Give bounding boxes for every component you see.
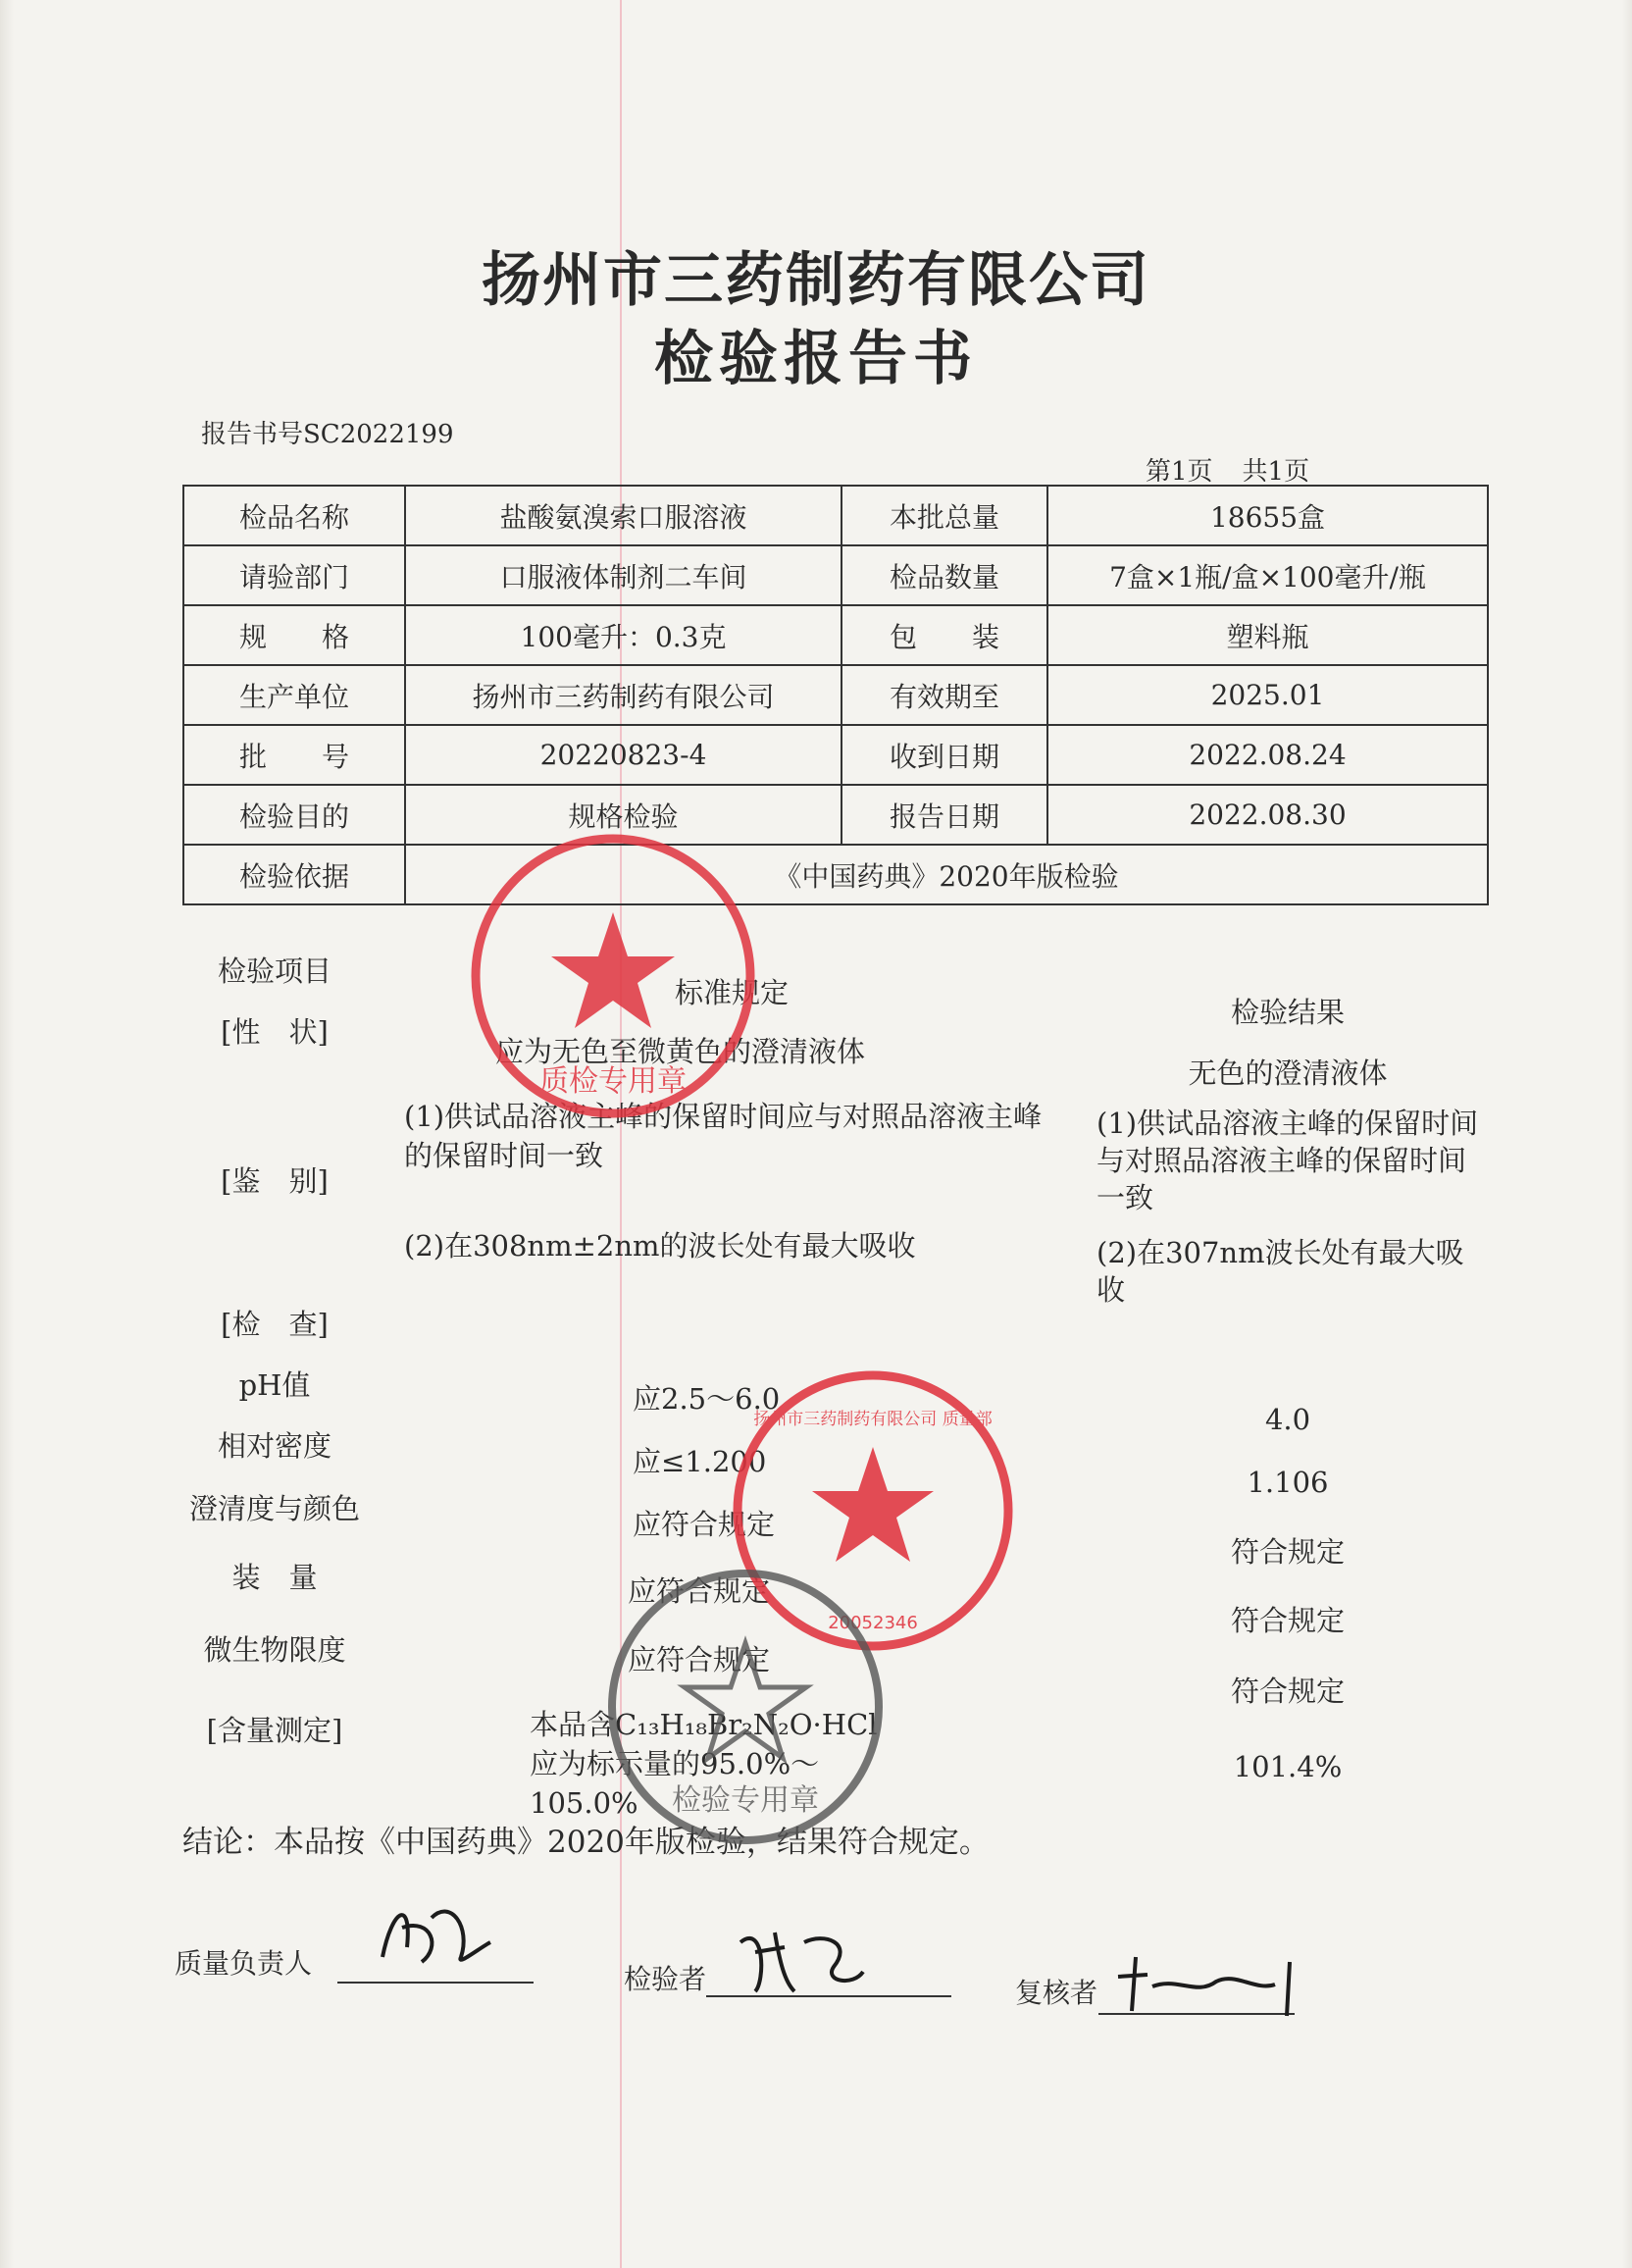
- expiry-label: 有效期至: [842, 665, 1047, 725]
- batch-no: 20220823-4: [405, 725, 842, 785]
- fill-label: 装 量: [231, 1561, 318, 1594]
- result-header: 检验结果: [1230, 996, 1345, 1029]
- quality-dept-stamp-number: 20052346: [828, 1613, 918, 1633]
- purpose: 规格检验: [405, 785, 842, 845]
- table-row: [183, 545, 1488, 605]
- clarity-standard: 应符合规定: [633, 1508, 776, 1541]
- check-label: [检 查]: [221, 1308, 329, 1341]
- purpose-label: 检验目的: [183, 785, 405, 845]
- package: 塑料瓶: [1047, 605, 1488, 665]
- ph-label: pH值: [238, 1368, 311, 1402]
- assay-standard: 本品含C₁₃H₁₈Br₂N₂O·HCl应为标示量的95.0%～105.0%: [530, 1708, 878, 1820]
- basis-label: 检验依据: [183, 845, 405, 904]
- inspector-label: 检验者: [624, 1963, 707, 1995]
- reviewer-signature: [1108, 1947, 1314, 2026]
- spec: 100毫升：0.3克: [405, 605, 842, 665]
- manufacturer: 扬州市三药制药有限公司: [405, 665, 842, 725]
- ident2-standard: (2)在308nm±2nm的波长处有最大吸收: [404, 1229, 916, 1263]
- qa-signature-line: [337, 1982, 534, 1984]
- report-date-label: 报告日期: [842, 785, 1047, 845]
- ident1-standard: (1)供试品溶液主峰的保留时间应与对照品溶液主峰的保留时间一致: [404, 1100, 1043, 1172]
- manufacturer-label: 生产单位: [183, 665, 405, 725]
- sample-qty: 7盒×1瓶/盒×100毫升/瓶: [1047, 545, 1488, 605]
- product-name-label: 检品名称: [183, 486, 405, 545]
- document-title: 检验报告书: [654, 325, 978, 393]
- table-row: [183, 785, 1488, 845]
- reviewer-label: 复核者: [1015, 1977, 1098, 2009]
- sample-qty-label: 检品数量: [842, 545, 1047, 605]
- dept: 口服液体制剂二车间: [405, 545, 842, 605]
- table-row: [183, 605, 1488, 665]
- density-result: 1.106: [1247, 1466, 1329, 1499]
- report-date: 2022.08.30: [1047, 785, 1488, 845]
- page-current: 第1页: [1146, 457, 1213, 487]
- table-row: [183, 845, 1488, 904]
- batch-total: 18655盒: [1047, 486, 1488, 545]
- micro-result: 符合规定: [1230, 1675, 1345, 1708]
- spec-label: 规 格: [183, 605, 405, 665]
- table-row: [183, 665, 1488, 725]
- density-standard: 应≤1.200: [633, 1445, 767, 1478]
- inspection-stamp-text: 质检专用章: [539, 1064, 687, 1099]
- appearance-result: 无色的澄清液体: [1188, 1057, 1388, 1090]
- micro-standard: 应符合规定: [628, 1643, 771, 1676]
- test-stamp-text: 检验专用章: [672, 1783, 819, 1818]
- assay-result: 101.4%: [1233, 1750, 1343, 1783]
- package-label: 包 装: [842, 605, 1047, 665]
- ph-result: 4.0: [1264, 1403, 1311, 1436]
- ident2-result: (2)在307nm波长处有最大吸收: [1096, 1236, 1464, 1307]
- density-label: 相对密度: [217, 1429, 332, 1463]
- appearance-label: [性 状]: [221, 1015, 329, 1049]
- conclusion: 结论：本品按《中国药典》2020年版检验，结果符合规定。: [182, 1825, 990, 1860]
- clarity-label: 澄清度与颜色: [188, 1492, 360, 1525]
- standard-header: 标准规定: [675, 976, 790, 1009]
- qa-signature: [363, 1888, 500, 1977]
- received-label: 收到日期: [842, 725, 1047, 785]
- appearance-standard: 应为无色至微黄色的澄清液体: [495, 1035, 866, 1068]
- qa-label: 质量负责人: [175, 1947, 313, 1980]
- report-number: 报告书号SC2022199: [201, 420, 454, 449]
- inspector-signature: [726, 1913, 873, 2001]
- table-row: [183, 725, 1488, 785]
- inspection-stamp: [461, 824, 765, 1128]
- expiry: 2025.01: [1047, 665, 1488, 725]
- page-total: 共1页: [1242, 457, 1310, 487]
- product-name: 盐酸氨溴索口服溶液: [405, 486, 842, 545]
- batch-no-label: 批 号: [183, 725, 405, 785]
- fill-standard: 应符合规定: [628, 1574, 771, 1608]
- dept-label: 请验部门: [183, 545, 405, 605]
- test-stamp: [598, 1560, 892, 1854]
- micro-label: 微生物限度: [203, 1633, 346, 1667]
- identification-label: [鉴 别]: [221, 1164, 329, 1198]
- received: 2022.08.24: [1047, 725, 1488, 785]
- ph-standard: 应2.5～6.0: [633, 1382, 781, 1416]
- table-row: [183, 486, 1488, 545]
- clarity-result: 符合规定: [1230, 1535, 1345, 1569]
- info-table: [182, 485, 1489, 905]
- fill-result: 符合规定: [1230, 1604, 1345, 1637]
- basis: 《中国药典》2020年版检验: [405, 845, 1488, 904]
- ident1-result: (1)供试品溶液主峰的保留时间与对照品溶液主峰的保留时间一致: [1096, 1107, 1479, 1214]
- batch-total-label: 本批总量: [842, 486, 1047, 545]
- item-header: 检验项目: [217, 954, 332, 988]
- assay-label: [含量测定]: [206, 1714, 343, 1747]
- company-title: 扬州市三药制药有限公司: [482, 246, 1150, 315]
- quality-dept-stamp-ring: 扬州市三药制药有限公司 质量部: [753, 1410, 993, 1429]
- page-indicator: [1146, 451, 1309, 488]
